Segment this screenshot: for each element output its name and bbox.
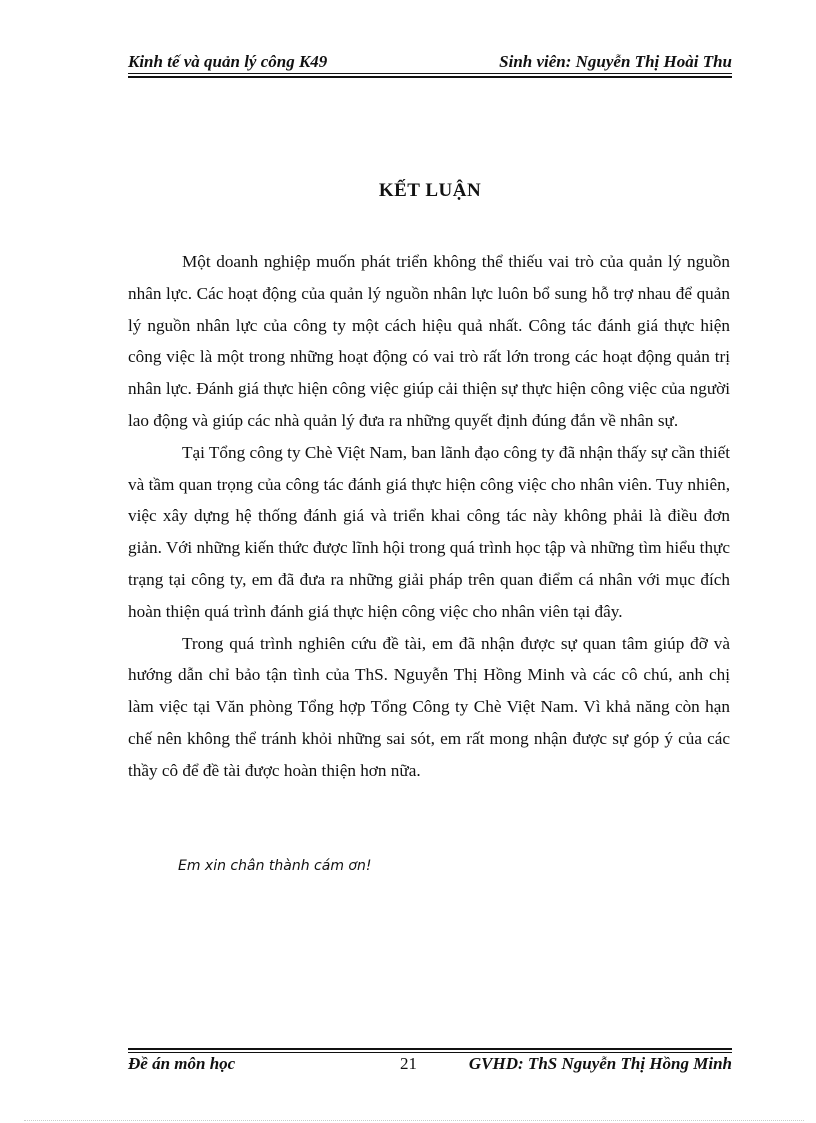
paragraph: Tại Tổng công ty Chè Việt Nam, ban lãnh đạo công ty đã nhận thấy sự cần thiết và tầm quan trọng của công tác đánh giá thực hiện công việc cho nhân viên. Tuy nhiên, việc xây dựng hệ thống đánh giá và triển khai công tác này không phải là điều đơn giản. Với những kiến thức được lĩnh hội trong quá trình học tập và những tìm hiểu thực trạng tại công ty, em đã đưa ra những giải pháp trên quan điểm cá nhân với mục đích hoàn thiện quá trình đánh giá thực hiện công việc cho nhân viên tại đây. — [128, 442, 730, 621]
page-header — [128, 48, 732, 72]
closing-line: Em xin chân thành cám ơn! — [178, 858, 372, 874]
footer-advisor: GVHD: ThS Nguyễn Thị Hồng Minh — [468, 1054, 732, 1073]
paragraph: Trong quá trình nghiên cứu đề tài, em đã nhận được sự quan tâm giúp đỡ và hướng dẫn chỉ bảo tận tình của ThS. Nguyễn Thị Hồng Minh và các cô chú, anh chị làm việc tại Văn phòng Tổng hợp Tổng Công ty Chè Việt Nam. Vì khả năng còn hạn chế nên không thể tránh khỏi những sai sót, em rất mong nhận được sự góp ý của các thầy cô để đề tài được hoàn thiện hơn nữa. — [128, 633, 730, 780]
body-text — [128, 246, 730, 787]
header-student: Sinh viên: Nguyễn Thị Hoài Thu — [499, 52, 732, 71]
footer-rule-top — [128, 1048, 732, 1050]
footer-subject: Đề án môn học — [128, 1054, 236, 1073]
header-rule-top — [128, 73, 732, 74]
footer-rule-bottom — [128, 1052, 732, 1053]
paragraph: Một doanh nghiệp muốn phát triển không thể thiếu vai trò của quản lý nguồn nhân lực. Các hoạt động của quản lý nguồn nhân lực luôn bổ sung hỗ trợ nhau để quản lý nguồn nhân lực của công ty một cách hiệu quả nhất. Công tác đánh giá thực hiện công việc là một trong những hoạt động có vai trò rất lớn trong các hoạt động quản trị nhân lực. Đánh giá thực hiện công việc giúp cải thiện sự thực hiện công việc của người lao động và giúp các nhà quản lý đưa ra những quyết định đúng đắn về nhân sự. — [128, 252, 730, 430]
page-number: 21 — [400, 1054, 417, 1073]
page-title: KẾT LUẬN — [378, 180, 482, 201]
header-course: Kinh tế và quản lý công K49 — [128, 52, 328, 71]
page-footer — [128, 1054, 732, 1078]
page-edge-divider — [24, 1120, 804, 1121]
header-rule-bottom — [128, 76, 732, 78]
